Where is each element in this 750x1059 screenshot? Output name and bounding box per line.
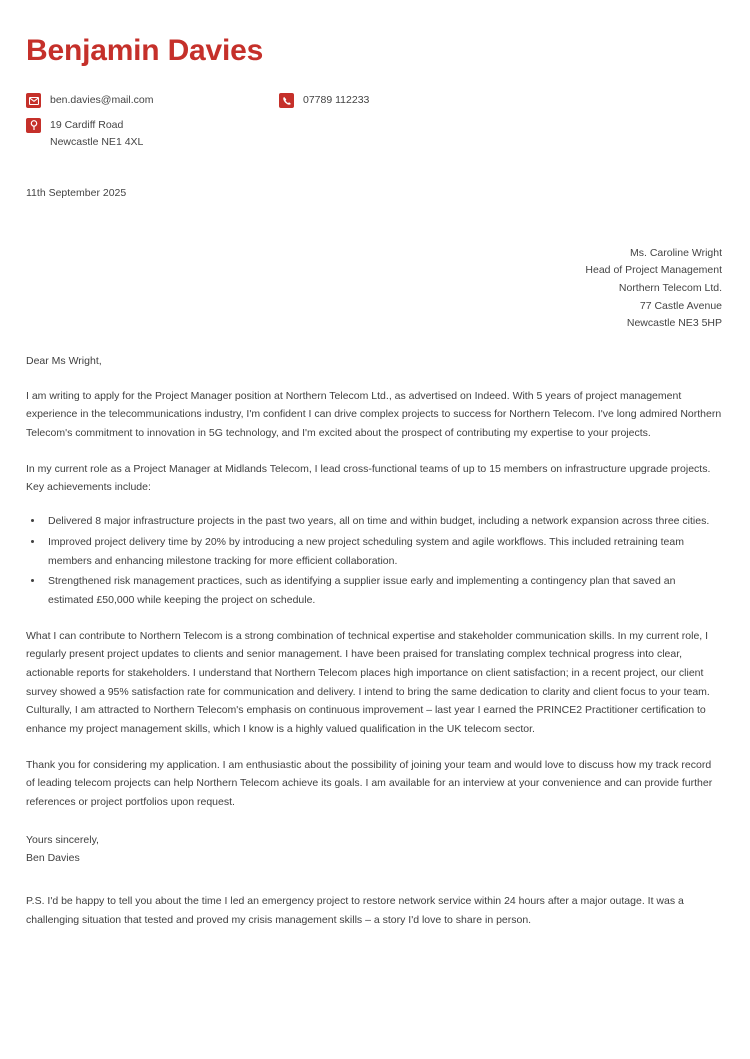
body-paragraph-2: In my current role as a Project Manager at Midlands Telecom, I lead cross-functional teams of up to 15 members on infrastructure upgrade projects. Key achievements include: bbox=[26, 462, 711, 494]
contact-row-email-phone bbox=[26, 92, 722, 108]
salutation: Dear Ms Wright, bbox=[26, 354, 102, 367]
closing-text: Yours sincerely, bbox=[26, 833, 99, 846]
phone-icon bbox=[279, 93, 294, 108]
phone-text: 07789 112233 bbox=[303, 94, 370, 106]
contact-block bbox=[26, 92, 722, 150]
recipient-block bbox=[26, 245, 722, 333]
list-item: • Delivered 8 major infrastructure projects in the past two years, all on time and within budget, including a network expansion across three cities. bbox=[44, 512, 722, 531]
recipient-line: Ms. Caroline Wright bbox=[630, 246, 722, 259]
list-item: • Strengthened risk management practices, such as identifying a supplier issue early and implementing a contingency plan that saved an estimated £50,000 while keeping the project on schedule. bbox=[44, 572, 722, 609]
page-title: Benjamin Davies bbox=[26, 34, 264, 67]
letter-date: 11th September 2025 bbox=[26, 186, 127, 199]
contact-email bbox=[26, 92, 279, 108]
email-text: ben.davies@mail.com bbox=[50, 94, 154, 106]
postscript: P.S. I'd be happy to tell you about the time I led an emergency project to restore network service within 24 hours after a major outage. It was a challenging situation that tested and proved my crisis management skills – a story I'd love to share in person. bbox=[26, 895, 684, 926]
recipient-line: 77 Castle Avenue bbox=[639, 299, 722, 312]
recipient-line: Head of Project Management bbox=[585, 264, 722, 277]
body-paragraph-1: I am writing to apply for the Project Manager position at Northern Telecom Ltd., as advertised on Indeed. With 5 years of project management experience in the telecommunications industry, I'm confident I can drive complex projects to success for Northern Telecom. I've long admired Northern Telecom's commitment to innovation in 5G technology, and I'm excited about the prospect of contributing my expertise to your projects. bbox=[26, 389, 722, 440]
list-item: • Improved project delivery time by 20% by introducing a new project scheduling system and agile workflows. This included retraining team members and enhancing milestone tracking for more efficient collaboration. bbox=[44, 533, 722, 570]
address-line-2: Newcastle NE1 4XL bbox=[50, 135, 144, 148]
signature-name: Ben Davies bbox=[26, 852, 80, 865]
contact-phone bbox=[279, 92, 369, 108]
contact-address bbox=[26, 117, 143, 150]
achievements-list bbox=[26, 512, 722, 609]
address-text bbox=[50, 117, 143, 150]
envelope-icon bbox=[26, 93, 41, 108]
map-pin-icon bbox=[26, 118, 41, 133]
address-line-1: 19 Cardiff Road bbox=[50, 119, 124, 132]
body-paragraph-4: Thank you for considering my application. I am enthusiastic about the possibility of joining your team and would love to discuss how my track record of leading telecom projects can help Northern Telecom achieve its goals. I am available for an interview at your convenience and can provide further references or project portfolios upon request. bbox=[26, 758, 713, 809]
recipient-line: Northern Telecom Ltd. bbox=[618, 282, 722, 295]
contact-row-address bbox=[26, 117, 722, 150]
body-paragraph-3: What I can contribute to Northern Telecom is a strong combination of technical expertise and stakeholder communication skills. In my current role, I regularly present project updates to clients and senior management. I have been praised for translating complex technical progress into clear, actionable reports for stakeholders. I understand that Northern Telecom places high importance on client satisfaction; in a recent project, our client survey showed a 95% satisfaction rate for communication and delivery. I intend to bring the same dedication to clarity and client focus to your team. Culturally, I am attracted to Northern Telecom's emphasis on continuous improvement – last year I earned the PRINCE2 Practitioner certification to enhance my project management skills, which I know is a highly valued qualification in the UK telecom sector. bbox=[26, 629, 710, 736]
recipient-line: Newcastle NE3 5HP bbox=[626, 317, 722, 330]
signoff-block bbox=[26, 831, 722, 868]
